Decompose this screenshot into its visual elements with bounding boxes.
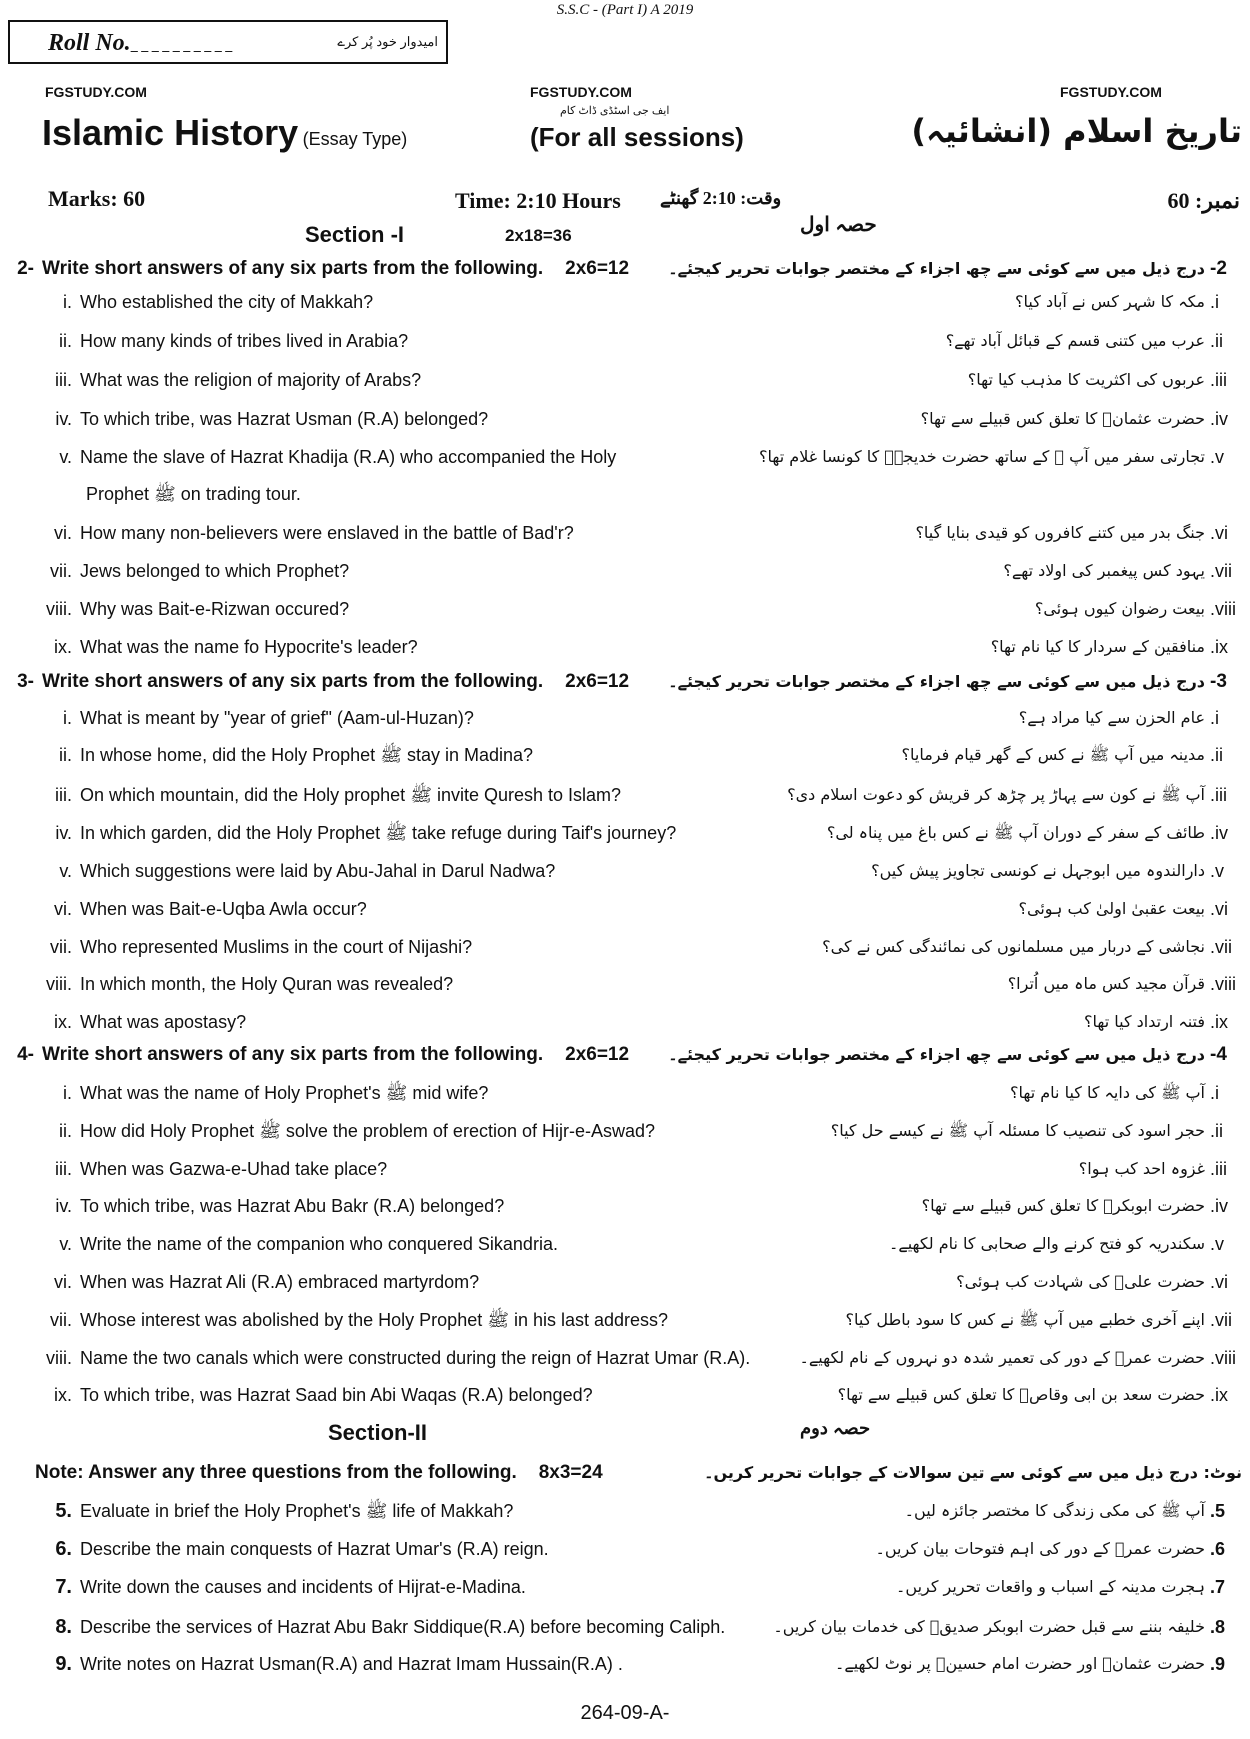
part-text: To which tribe, was Hazrat Saad bin Abi Waqas (R.A) belonged?: [80, 1385, 593, 1405]
subject-name: Islamic History: [42, 112, 299, 153]
part-text-urdu: حضرت علیؓ کی شہادت کب ہوئی؟: [956, 1272, 1205, 1291]
part-text: Who established the city of Makkah?: [80, 292, 374, 312]
long-question: [0, 1651, 1250, 1677]
long-question-number-urdu: .8: [1210, 1617, 1226, 1637]
question-part: [0, 520, 1250, 546]
part-number: vi.: [54, 1272, 72, 1292]
part-text-urdu: حضرت عثمانؓ کا تعلق کس قبیلے سے تھا؟: [920, 409, 1205, 428]
part-text: What was the name fo Hypocrite's leader?: [80, 637, 418, 657]
part-text-urdu: بیعت عقبیٰ اولیٰ کب ہوئی؟: [1018, 899, 1205, 918]
roll-label: [48, 30, 232, 57]
part-text: When was Hazrat Ali (R.A) embraced martyrdom?: [80, 1272, 480, 1292]
question-part: [0, 705, 1250, 731]
question-number-urdu: -2: [1210, 258, 1227, 279]
part-text: What was the religion of majority of Arabs?: [80, 370, 422, 390]
part-text: To which tribe, was Hazrat Usman (R.A) belonged?: [80, 409, 489, 429]
instruction-text: Write short answers of any six parts from the following.: [42, 671, 544, 692]
part-number: v.: [59, 447, 72, 467]
part-number-urdu: .vi: [1210, 1272, 1228, 1292]
question-part: [0, 820, 1250, 846]
part-text: How many kinds of tribes lived in Arabia?: [80, 331, 409, 351]
long-question-urdu: حضرت عثمانؓ اور حضرت امام حسینؓ پر نوٹ لکھیے۔: [834, 1654, 1205, 1673]
part-text-urdu: عام الحزن سے کیا مراد ہے؟: [1018, 708, 1205, 727]
part-number: ii.: [59, 1121, 72, 1141]
part-text: In which month, the Holy Quran was revealed?: [80, 974, 454, 994]
question-part: [0, 406, 1250, 432]
question-part: [0, 971, 1250, 997]
instruction-text: Write short answers of any six parts from the following.: [42, 258, 544, 279]
exam-header: S.S.C - (Part I) A 2019: [556, 2, 694, 18]
part-text: Why was Bait-e-Rizwan occured?: [80, 599, 350, 619]
part-text-continued: Prophet ﷺ on trading tour.: [86, 484, 301, 504]
part-number-urdu: .iii: [1210, 370, 1227, 390]
question-instruction: [42, 1042, 629, 1068]
question-part: [0, 1269, 1250, 1295]
part-text-urdu: جنگ بدر میں کتنے کافروں کو قیدی بنایا گیا؟: [915, 523, 1205, 542]
subject-title: [42, 112, 407, 154]
part-text: Write the name of the companion who conquered Sikandria.: [80, 1234, 558, 1254]
question-part: [0, 742, 1250, 768]
long-question-number: 8.: [55, 1616, 72, 1638]
question-part: [0, 634, 1250, 660]
watermark: FGSTUDY.COM: [530, 84, 632, 100]
part-text-urdu: حضرت ابوبکرؓ کا تعلق کس قبیلے سے تھا؟: [921, 1196, 1205, 1215]
long-question-number-urdu: .5: [1210, 1501, 1226, 1521]
part-number: vi.: [54, 523, 72, 543]
long-question-number: 5.: [55, 1500, 72, 1522]
question-number-urdu: -3: [1210, 671, 1227, 692]
long-question-number-urdu: .9: [1210, 1654, 1226, 1674]
watermark: FGSTUDY.COM: [45, 84, 147, 100]
part-number-urdu: .ix: [1210, 1385, 1228, 1405]
part-text: When was Bait-e-Uqba Awla occur?: [80, 899, 367, 919]
section-2-title: Section-II: [328, 1420, 428, 1445]
question-part: [0, 444, 1250, 470]
question-3-header: [0, 669, 1250, 695]
part-number: iii.: [55, 370, 72, 390]
subject-title-urdu: تاریخ اسلام (انشائیہ): [911, 112, 1242, 150]
question-marks: 2x6=12: [565, 1044, 630, 1065]
long-question-text: Evaluate in brief the Holy Prophet's ﷺ life of Makkah?: [80, 1501, 514, 1521]
part-text-urdu: طائف کے سفر کے دوران آپ ﷺ نے کس باغ میں پناہ لی؟: [826, 823, 1205, 842]
marks: Marks: 60: [48, 186, 146, 211]
long-question-urdu: حضرت عمرؓ کے دور کی اہم فتوحات بیان کریں۔: [875, 1539, 1205, 1558]
question-part: [0, 289, 1250, 315]
part-text-urdu: عربوں کی اکثریت کا مذہب کیا تھا؟: [967, 370, 1205, 389]
question-2-header: [0, 256, 1250, 282]
part-number: i.: [63, 292, 72, 312]
time-urdu: وقت: 2:10 گھنٹے: [660, 188, 782, 208]
question-part: [0, 1118, 1250, 1144]
question-part: [0, 858, 1250, 884]
part-number: ix.: [54, 1012, 72, 1032]
part-text: Name the slave of Hazrat Khadija (R.A) who accompanied the Holy: [80, 447, 617, 467]
question-instruction: [42, 256, 629, 282]
long-question-number-urdu: .7: [1210, 1577, 1226, 1597]
question-part: [0, 1080, 1250, 1106]
part-text-urdu: غزوہ احد کب ہوا؟: [1078, 1159, 1205, 1178]
part-text-urdu: قرآن مجید کس ماہ میں اُترا؟: [1007, 974, 1205, 993]
question-part: [0, 596, 1250, 622]
part-number: ix.: [54, 1385, 72, 1405]
part-number-urdu: .i: [1210, 292, 1219, 312]
question-instruction-urdu: درج ذیل میں سے کوئی سے چھ اجزاء کے مختصر جوابات تحریر کیجئے۔: [668, 259, 1205, 278]
part-number: vii.: [50, 937, 72, 957]
part-text-urdu: مدینہ میں آپ ﷺ نے کس کے گھر قیام فرمایا؟: [901, 745, 1205, 764]
question-part: [0, 328, 1250, 354]
section-1-marks: 2x18=36: [505, 226, 572, 245]
part-number-urdu: .viii: [1210, 599, 1236, 619]
part-number-urdu: .i: [1210, 1083, 1219, 1103]
part-number: vii.: [50, 561, 72, 581]
part-text-urdu: منافقین کے سردار کا کیا نام تھا؟: [990, 637, 1205, 656]
part-number: viii.: [46, 974, 72, 994]
long-question-text: Write notes on Hazrat Usman(R.A) and Hazrat Imam Hussain(R.A) .: [80, 1654, 623, 1674]
question-part: [0, 896, 1250, 922]
question-number: 3-: [17, 671, 34, 692]
question-part: [0, 1193, 1250, 1219]
sessions: (For all sessions): [530, 122, 744, 152]
part-number-urdu: .iv: [1210, 409, 1228, 429]
part-text: On which mountain, did the Holy prophet ﷺ invite Quresh to Islam?: [80, 785, 622, 805]
long-question: [0, 1536, 1250, 1562]
part-number: ii.: [59, 745, 72, 765]
part-text: To which tribe, was Hazrat Abu Bakr (R.A) belonged?: [80, 1196, 505, 1216]
part-text-urdu: تجارتی سفر میں آپ ﷺ کے ساتھ حضرت خدیجہؓ کا کونسا غلام تھا؟: [759, 447, 1205, 466]
part-text: What was apostasy?: [80, 1012, 247, 1032]
question-part: [0, 1307, 1250, 1333]
long-question-text: Describe the main conquests of Hazrat Umar's (R.A) reign.: [80, 1539, 549, 1559]
part-number-urdu: .vii: [1210, 1310, 1232, 1330]
long-question-number: 6.: [55, 1538, 72, 1560]
roll-number-box: [8, 20, 448, 64]
question-number: 4-: [17, 1044, 34, 1065]
note-urdu: نوٹ: درج ذیل میں سے کوئی سے تین سوالات کے جوابات تحریر کریں۔: [704, 1463, 1242, 1482]
long-question-number-urdu: .6: [1210, 1539, 1226, 1559]
part-number-urdu: .vi: [1210, 899, 1228, 919]
long-question: [0, 1614, 1250, 1640]
part-number: v.: [59, 1234, 72, 1254]
question-part-continued: [0, 481, 1250, 507]
part-number: ii.: [59, 331, 72, 351]
part-number-urdu: .vii: [1210, 937, 1232, 957]
long-question-text: Write down the causes and incidents of Hijrat-e-Madina.: [80, 1577, 526, 1597]
roll-label-text: Roll No.: [48, 30, 131, 56]
part-number-urdu: .v: [1210, 1234, 1225, 1254]
question-part: [0, 558, 1250, 584]
part-text-urdu: حجر اسود کی تنصیب کا مسئلہ آپ ﷺ نے کیسے حل کیا؟: [830, 1121, 1205, 1140]
part-number: ix.: [54, 637, 72, 657]
part-text: Whose interest was abolished by the Holy Prophet ﷺ in his last address?: [80, 1310, 669, 1330]
part-text-urdu: حضرت عمرؓ کے دور کی تعمیر شدہ دو نہروں کے نام لکھیے۔: [799, 1348, 1205, 1367]
part-number-urdu: .ii: [1210, 1121, 1223, 1141]
question-4-header: [0, 1042, 1250, 1068]
part-text-urdu: حضرت سعد بن ابی وقاصؓ کا تعلق کس قبیلے سے تھا؟: [837, 1385, 1205, 1404]
part-number-urdu: .iii: [1210, 785, 1227, 805]
part-text-urdu: سکندریہ کو فتح کرنے والے صحابی کا نام لکھیے۔: [888, 1234, 1205, 1253]
question-marks: 2x6=12: [565, 671, 630, 692]
part-number-urdu: .vi: [1210, 523, 1228, 543]
watermark: FGSTUDY.COM: [1060, 84, 1162, 100]
part-number: vi.: [54, 899, 72, 919]
part-text-urdu: عرب میں کتنی قسم کے قبائل آباد تھے؟: [945, 331, 1205, 350]
question-part: [0, 1009, 1250, 1035]
part-text-urdu: نجاشی کے دربار میں مسلمانوں کی نمائندگی کس نے کی؟: [822, 937, 1205, 956]
part-number: viii.: [46, 1348, 72, 1368]
part-text: Name the two canals which were constructed during the reign of Hazrat Umar (R.A).: [80, 1348, 751, 1368]
part-number: iii.: [55, 785, 72, 805]
part-number: v.: [59, 861, 72, 881]
part-text-urdu: یہود کس پیغمبر کی اولاد تھے؟: [1003, 561, 1205, 580]
long-question-number: 9.: [55, 1653, 72, 1675]
long-question-urdu: خلیفہ بننے سے قبل حضرت ابوبکر صدیقؓ کی خدمات بیان کریں۔: [773, 1617, 1205, 1636]
part-number: iv.: [55, 1196, 72, 1216]
part-number: vii.: [50, 1310, 72, 1330]
section-2-title-urdu: حصہ دوم: [800, 1418, 871, 1438]
paper-type: (Essay Type): [302, 129, 408, 149]
part-text-urdu: فتنہ ارتداد کیا تھا؟: [1083, 1012, 1205, 1031]
part-number: iii.: [55, 1159, 72, 1179]
part-number: iv.: [55, 409, 72, 429]
question-part: [0, 1345, 1250, 1371]
roll-blank: _ _ _ _ _ _ _ _ _ _: [130, 39, 233, 54]
part-number-urdu: .v: [1210, 861, 1225, 881]
part-number-urdu: .ii: [1210, 745, 1223, 765]
part-text: What was the name of Holy Prophet's ﷺ mid wife?: [80, 1083, 489, 1103]
part-text-urdu: آپ ﷺ نے کون سے پہاڑ پر چڑھ کر قریش کو دعوت اسلام دی؟: [787, 785, 1205, 804]
question-number: 2-: [17, 258, 34, 279]
part-text: In whose home, did the Holy Prophet ﷺ stay in Madina?: [80, 745, 534, 765]
part-text: How many non-believers were enslaved in the battle of Bad'r?: [80, 523, 574, 543]
part-number-urdu: .ii: [1210, 331, 1223, 351]
part-text: What is meant by "year of grief" (Aam-ul-Huzan)?: [80, 708, 474, 728]
part-text: In which garden, did the Holy Prophet ﷺ take refuge during Taif's journey?: [80, 823, 677, 843]
part-text: Who represented Muslims in the court of Nijashi?: [80, 937, 473, 957]
question-part: [0, 782, 1250, 808]
note-text: [35, 1460, 603, 1486]
question-number-urdu: -4: [1210, 1044, 1227, 1065]
part-text-urdu: دارالندوہ میں ابوجہل نے کونسی تجاویز پیش کیں؟: [871, 861, 1205, 880]
section-2-note: [0, 1460, 1250, 1486]
question-part: [0, 1156, 1250, 1182]
part-number-urdu: .viii: [1210, 974, 1236, 994]
question-part: [0, 934, 1250, 960]
part-number: i.: [63, 1083, 72, 1103]
question-marks: 2x6=12: [565, 258, 630, 279]
question-instruction-urdu: درج ذیل میں سے کوئی سے چھ اجزاء کے مختصر جوابات تحریر کیجئے۔: [668, 672, 1205, 691]
instruction-text: Write short answers of any six parts from the following.: [42, 1044, 544, 1065]
part-number-urdu: .iv: [1210, 1196, 1228, 1216]
long-question-number: 7.: [55, 1576, 72, 1598]
long-question-urdu: آپ ﷺ کی مکی زندگی کا مختصر جائزہ لیں۔: [904, 1501, 1205, 1520]
part-text: Jews belonged to which Prophet?: [80, 561, 350, 581]
roll-urdu: امیدوار خود پُر کرے: [337, 34, 438, 49]
question-instruction: [42, 669, 629, 695]
marks-urdu: نمبر: 60: [1167, 188, 1240, 213]
long-question-urdu: ہجرت مدینہ کے اسباب و واقعات تحریر کریں۔: [896, 1577, 1205, 1596]
part-text-urdu: بیعت رضوان کیوں ہوئی؟: [1034, 599, 1205, 618]
question-part: [0, 1231, 1250, 1257]
part-number: viii.: [46, 599, 72, 619]
part-text: Which suggestions were laid by Abu-Jahal in Darul Nadwa?: [80, 861, 556, 881]
part-text: How did Holy Prophet ﷺ solve the problem of erection of Hijr-e-Aswad?: [80, 1121, 656, 1141]
part-number-urdu: .v: [1210, 447, 1225, 467]
part-number-urdu: .viii: [1210, 1348, 1236, 1368]
part-number-urdu: .ix: [1210, 637, 1228, 657]
section-1-title: Section -I: [305, 222, 405, 247]
question-instruction-urdu: درج ذیل میں سے کوئی سے چھ اجزاء کے مختصر جوابات تحریر کیجئے۔: [668, 1045, 1205, 1064]
part-text-urdu: آپ ﷺ کی دایہ کا کیا نام تھا؟: [1009, 1083, 1205, 1102]
time: Time: 2:10 Hours: [455, 188, 621, 213]
part-number-urdu: .vii: [1210, 561, 1232, 581]
long-question-text: Describe the services of Hazrat Abu Bakr Siddique(R.A) before becoming Caliph.: [80, 1617, 726, 1637]
question-part: [0, 1382, 1250, 1408]
part-number-urdu: .iv: [1210, 823, 1228, 843]
part-text-urdu: مکہ کا شہر کس نے آباد کیا؟: [1015, 292, 1205, 311]
part-number-urdu: .iii: [1210, 1159, 1227, 1179]
watermark-urdu: ایف جی اسٹڈی ڈاٹ کام: [560, 105, 670, 117]
question-part: [0, 367, 1250, 393]
section-1-title-urdu: حصہ اول: [800, 214, 877, 236]
part-number: i.: [63, 708, 72, 728]
part-text: When was Gazwa-e-Uhad take place?: [80, 1159, 388, 1179]
long-question: [0, 1498, 1250, 1524]
part-number-urdu: .i: [1210, 708, 1219, 728]
part-text-urdu: اپنے آخری خطبے میں آپ ﷺ نے کس کا سود باطل کیا؟: [845, 1310, 1205, 1329]
note-marks: 8x3=24: [538, 1462, 603, 1483]
long-question: [0, 1574, 1250, 1600]
part-number-urdu: .ix: [1210, 1012, 1228, 1032]
paper-code: 264-09-A-: [580, 1702, 670, 1724]
part-number: iv.: [55, 823, 72, 843]
note-label: Note: Answer any three questions from the following.: [35, 1462, 517, 1483]
